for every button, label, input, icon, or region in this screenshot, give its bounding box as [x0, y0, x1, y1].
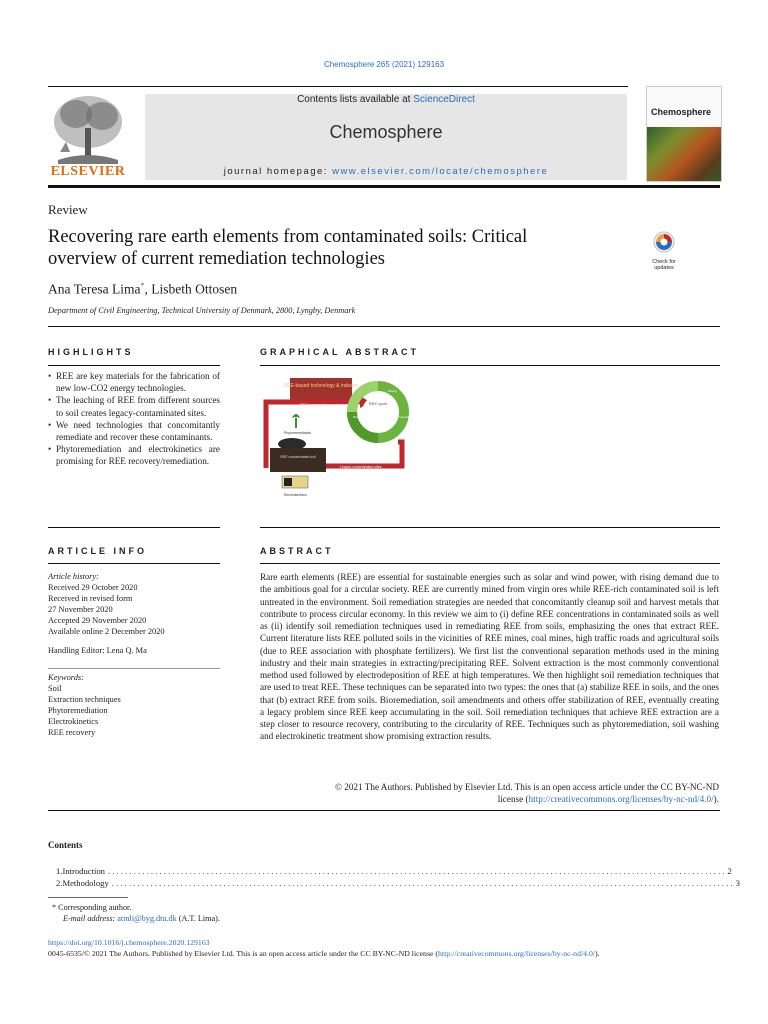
author-ottosen[interactable]: , Lisbeth Ottosen	[144, 281, 238, 297]
check-for-updates-badge[interactable]	[646, 230, 682, 271]
history-entry: Received in revised form	[48, 594, 133, 603]
highlight-item: • REE are key materials for the fabrication of new low-CO2 energy technologies.	[48, 371, 220, 394]
cover-title: Chemosphere	[651, 107, 712, 117]
history-entry: Accepted 29 November 2020	[48, 616, 147, 625]
article-info-heading: ARTICLE INFO	[48, 546, 147, 556]
ga-seg-mining: Mining	[388, 389, 397, 393]
homepage-link[interactable]: www.elsevier.com/locate/chemosphere	[332, 166, 549, 177]
elsevier-wordmark: ELSEVIER	[50, 164, 126, 179]
keyword[interactable]: Electrokinetics	[48, 717, 99, 726]
footer-license-link[interactable]: http://creativecommons.org/licenses/by-nc-nd/4.0/	[438, 949, 596, 958]
corresponding-author-mark[interactable]: *	[140, 281, 145, 290]
toc-leader: . . . . . . . . . . . . . . . . . . . . . . . . . . . . . . . . . . . . . . . . . . . . . . . . . . . . . . . . . . . . . . . . . . . . . . . . . . . . . . . . . . . . . . . . . . . . . . . . . . . . . . . . . . . . . . . . . . . . . . . . . . . . . . . . . . . . . . . . . . . . . . . . .	[111, 878, 733, 888]
history-entry: 27 November 2020	[48, 605, 113, 614]
sciencedirect-link[interactable]: ScienceDirect	[413, 94, 475, 105]
handling-editor: Handling Editor: Lena Q. Ma	[48, 646, 147, 655]
ga-electro-label: Electrokinetics	[284, 493, 307, 497]
highlights-rule	[48, 365, 220, 366]
doi-link[interactable]: https://doi.org/10.1016/j.chemosphere.2020.129163	[48, 938, 210, 947]
affiliation: Department of Civil Engineering, Technical University of Denmark, 2800, Lyngby, Denmark	[48, 306, 356, 315]
contents-available-line: Contents lists available at ScienceDirect	[297, 94, 475, 105]
contents-heading: Contents	[48, 840, 83, 850]
keyword[interactable]: Soil	[48, 684, 62, 693]
footnote: * Corresponding author. E-mail address: atmli@byg.dtu.dk (A.T. Lima).	[52, 903, 220, 923]
affiliation-rule	[48, 326, 720, 327]
journal-homepage: journal homepage: www.elsevier.com/locate/chemosphere	[223, 166, 549, 177]
graphical-abstract-heading: GRAPHICAL ABSTRACT	[260, 347, 419, 357]
abstract-bottom-rule	[48, 810, 720, 811]
ga-arrow-top-label: REE recovery from contaminated sites	[300, 403, 360, 407]
keyword[interactable]: Extraction techniques	[48, 695, 121, 704]
ga-soil-label: REE contaminated soil	[280, 455, 316, 459]
abstract-heading: ABSTRACT	[260, 546, 334, 556]
history-entry: Received 29 October 2020	[48, 583, 138, 592]
toc-page: 3	[735, 878, 740, 888]
article-type: Review	[48, 202, 88, 217]
keywords-label: Keywords:	[48, 673, 84, 682]
journal-cover-thumbnail[interactable]	[646, 86, 722, 182]
keyword[interactable]: REE recovery	[48, 728, 96, 737]
toc-page: 2	[727, 866, 732, 876]
article-info-rule	[48, 563, 220, 564]
graphical-abstract-figure[interactable]	[260, 372, 410, 500]
cc-license-link[interactable]: http://creativecommons.org/licenses/by-nc-nd/4.0/	[528, 794, 714, 805]
toc-title[interactable]: Introduction	[62, 866, 105, 876]
ga-cycle-label: REE cycle	[368, 401, 388, 406]
ga-arrow-bottom-label: Legacy contaminated sites	[340, 465, 382, 469]
article-history	[48, 571, 165, 637]
highlights-bottom-rule	[48, 527, 220, 528]
highlights-heading: HIGHLIGHTS	[48, 347, 134, 357]
highlight-item: • We need technologies that concomitantly remediate and recover these contaminants.	[48, 419, 220, 443]
ga-seg-use: Use	[376, 429, 382, 433]
history-entry: Available online 2 December 2020	[48, 627, 165, 636]
keyword[interactable]: Phytoremediation	[48, 706, 108, 715]
cover-image	[647, 127, 721, 181]
highlight-item: • The leaching of REE from different sources to soil creates legacy-contaminated sites.	[48, 395, 220, 418]
author-email-link[interactable]: atmli@byg.dtu.dk	[117, 914, 177, 923]
badge-text: Check for updates	[652, 259, 676, 271]
toc-leader: . . . . . . . . . . . . . . . . . . . . . . . . . . . . . . . . . . . . . . . . . . . . . . . . . . . . . . . . . . . . . . . . . . . . . . . . . . . . . . . . . . . . . . . . . . . . . . . . . . . . . . . . . . . . . . . . . . . . . . . . . . . . . . . . . . . . . . . . . . . . . . . .	[107, 866, 725, 876]
abstract-body: Rare earth elements (REE) are essential for sustainable energies such as solar and wind power, with rising demand due to the ambitious goal for a circular society. REE are currently mined from virgin ores while REE-rich contaminated soil is left untreated in the environment. Soil remediation strategies are needed that concomitantly cleanup soil and harvest metals that contribute to process circular economy. In this review we aim to (i) define REE concentrations in contaminated soils as well as (ii) identify soil remediation techniques used in remediating REE from soils, emphasizing the ones that extract REE. Current literature lists REE polluted soils in the vicinities of REE mines, coal mines, high traffic roads and agricultural soils (due to REE association with phosphate fertilizers). We first list the conventional separation methods used in the mining industry and their main strategies in extracting/precipitating REE. Solvent extraction is the most commonly conventional method used followed by electrodeposition of REE at high temperatures. We then highlight soil remediation techniques that are used to treat REE. These techniques can be separated into two types: the ones that (a) stabilize REE in soils, and the ones that (b) extract REE from soils. Bioremediation, soil amendments and others offer stabilization of REE, eventually creating a legacy problem since REE keep accumulating in the soil. Soil remediation techniques that achieve REE extraction are a step closer to resource recovery, contributing to the circularity of REE. Techniques such as phytoremediation, soil washing and electrokinetic treatment show promising extraction results.	[260, 572, 719, 742]
author-list	[48, 281, 237, 298]
header-bottom-rule	[48, 185, 720, 188]
keywords-rule	[48, 668, 220, 669]
toc-title[interactable]: Methodology	[62, 878, 109, 888]
footnote-rule	[48, 897, 128, 898]
highlight-item: • Phytoremediation and electrokinetics are promising for REE recovery/remediation.	[48, 444, 220, 467]
ga-top-box-label: REE-based technology & industry	[283, 383, 359, 389]
journal-citation[interactable]: Chemosphere 265 (2021) 129163	[323, 60, 445, 69]
abstract-copyright: © 2021 The Authors. Published by Elsevier Ltd. This is an open access article under the CC BY-NC-ND license (http://creativecommons.org/licenses/by-nc-nd/4.0/).	[334, 782, 719, 805]
corresponding-author-note: Corresponding author.	[58, 903, 132, 912]
keywords-block	[48, 672, 121, 738]
ga-seg-disposal: Disposal	[353, 415, 365, 419]
graphical-abstract-rule	[260, 365, 720, 366]
article-title: Recovering rare earth elements from contaminated soils: Critical overview of current remediation technologies	[48, 227, 528, 269]
graphical-abstract-bottom-rule	[260, 527, 720, 528]
toc-row[interactable]: 2. Methodology . . . . . . . . . . . . . . . . . . . . . . . . . . . . . . . . . . . . . . . . . . . . . . . . . . . . . . . . . . . . . . . . . . . . . . . . . . . . . . . . . . . . . . . . . . . . . . . . . . . . . . . . . . . . . . . . . . . . . . . . . . . . . . . . . . . . . . . . . . . . . . . . . 3	[56, 878, 740, 888]
footer-license-line: 0045-6535/© 2021 The Authors. Published by Elsevier Ltd. This is an open access article under the CC BY-NC-ND license (http://creativecommons.org/licenses/by-nc-nd/4.0/).	[48, 949, 600, 958]
author-lima[interactable]: Ana Teresa Lima	[48, 281, 141, 297]
header-top-rule	[48, 86, 628, 87]
highlights-list	[48, 370, 220, 468]
elsevier-logo[interactable]	[48, 92, 128, 182]
ga-phyto-label: Phytoremediation	[284, 431, 312, 435]
toc-row[interactable]: 1. Introduction . . . . . . . . . . . . . . . . . . . . . . . . . . . . . . . . . . . . . . . . . . . . . . . . . . . . . . . . . . . . . . . . . . . . . . . . . . . . . . . . . . . . . . . . . . . . . . . . . . . . . . . . . . . . . . . . . . . . . . . . . . . . . . . . . . . . . . . . . . . . . . . . 2	[56, 866, 732, 876]
abstract-rule	[260, 563, 720, 564]
ga-seg-processing: Processing	[397, 415, 412, 419]
journal-title: Chemosphere	[329, 122, 443, 142]
article-history-label: Article history:	[48, 572, 99, 581]
